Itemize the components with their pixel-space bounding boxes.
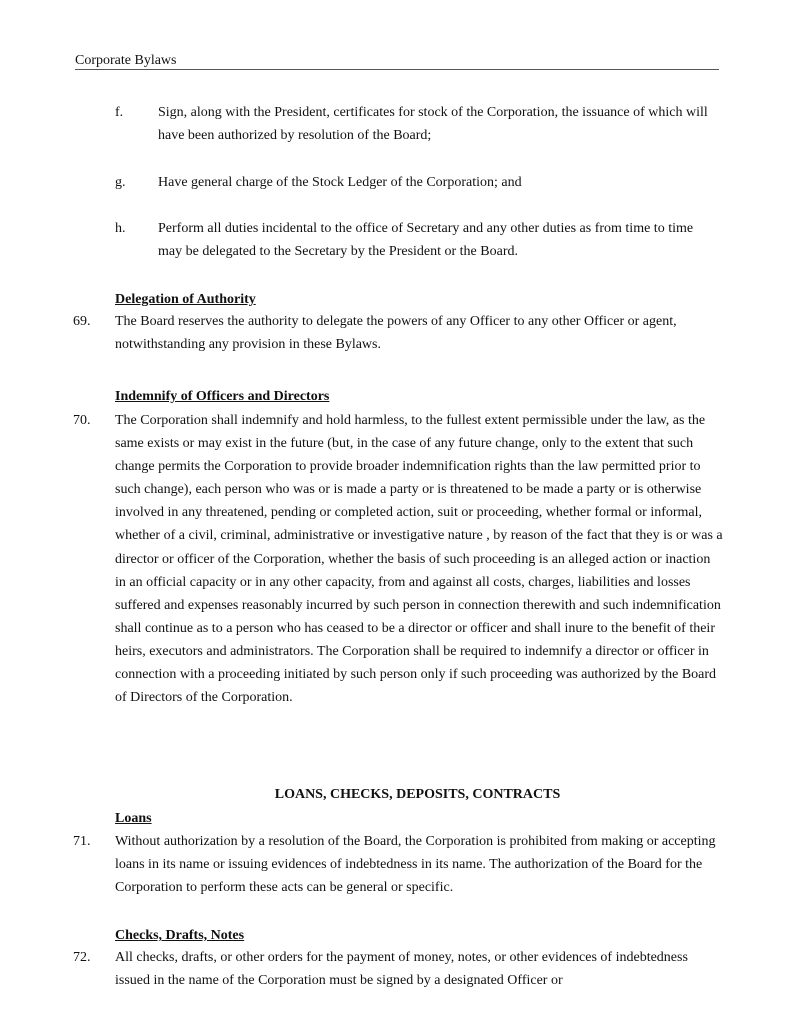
- paragraph-69: [73, 310, 723, 356]
- heading-checks-drafts-notes: Checks, Drafts, Notes: [115, 928, 245, 943]
- heading-loans: Loans: [115, 811, 152, 826]
- paragraph-text: The Board reserves the authority to delegate the powers of any Officer to any other Officer or agent, notwithstanding any provision in these Bylaws.: [115, 314, 677, 353]
- paragraph-text: Without authorization by a resolution of the Board, the Corporation is prohibited from making or accepting loans in its name or issuing evidences of indebtedness in its name. The authorization of the Board for the Corporation to perform these acts can be general or specific.: [115, 834, 716, 896]
- paragraph-number: 70.: [73, 413, 91, 428]
- paragraph-number: 71.: [73, 834, 91, 849]
- item-text: Perform all duties incidental to the office of Secretary and any other duties as from time to time may be delegated to the Secretary by the President or the Board.: [158, 221, 694, 259]
- paragraph-number: 72.: [73, 950, 91, 965]
- list-item-g: [115, 171, 715, 194]
- item-text: Sign, along with the President, certificates for stock of the Corporation, the issuance of which will have been authorized by resolution of the Board;: [158, 105, 708, 143]
- paragraph-71: [73, 830, 723, 899]
- page-header: Corporate Bylaws: [75, 52, 719, 70]
- list-item-f: [115, 101, 715, 147]
- paragraph-72: [73, 946, 723, 992]
- paragraph-70: [73, 409, 723, 709]
- item-letter: g.: [115, 175, 126, 190]
- heading-indemnify: Indemnify of Officers and Directors: [115, 389, 330, 404]
- section-title: LOANS, CHECKS, DEPOSITS, CONTRACTS: [274, 787, 561, 802]
- paragraph-number: 69.: [73, 314, 91, 329]
- item-letter: h.: [115, 221, 126, 236]
- item-letter: f.: [115, 105, 124, 120]
- list-item-h: [115, 217, 715, 263]
- paragraph-text: The Corporation shall indemnify and hold harmless, to the fullest extent permissible under the law, as the same exists or may exist in the future (but, in the case of any future change, only to the extent that such change permits the Corporation to provide broader indemnification rights than the law permitted prior to such change), each person who was or is made a party or is threatened to be made a party or is otherwise involved in any threatened, pending or completed action, suit or proceeding, whether formal or informal, whether of a civil, criminal, administrative or investigative nature , by reason of the fact that they is or was a director or officer of the Corporation, whether the basis of such proceeding is an alleged action or inaction in an official capacity or in any other capacity, from and against all costs, charges, liabilities and losses suffered and expenses reasonably incurred by such person in connection therewith and such indemnification shall continue as to a person who has ceased to be a director or officer and shall inure to the benefit of their heirs, executors and administrators. The Corporation shall be required to indemnify a director or officer in connection with a proceeding initiated by such person only if such proceeding was authorized by the Board of Directors of the Corporation.: [115, 413, 723, 706]
- heading-delegation-of-authority: Delegation of Authority: [115, 292, 256, 307]
- paragraph-text: All checks, drafts, or other orders for the payment of money, notes, or other evidences of indebtedness issued in the name of the Corporation must be signed by a designated Officer or: [115, 950, 688, 989]
- item-text: Have general charge of the Stock Ledger of the Corporation; and: [158, 175, 522, 190]
